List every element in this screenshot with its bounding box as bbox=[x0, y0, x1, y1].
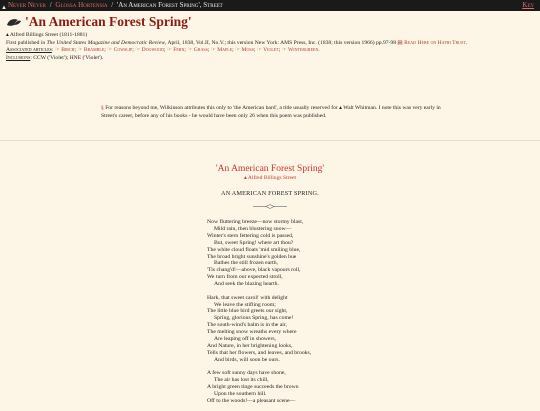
article-link-moss[interactable]: ☞ Moss bbox=[235, 47, 254, 54]
poem-line: The melting snow wreaths every where bbox=[207, 329, 297, 336]
poem-line: A bright green tinge succeeds the brown bbox=[207, 384, 299, 391]
poem-line: And birds, will soon be ours. bbox=[214, 356, 280, 363]
associated-articles: Associated articles: ☞ Birch; ☞ Bramble; ☞ Cowslip; ☞ Dogwood; ☞ Fern; ☞ Grass; ☞ Maple; ☞ Moss; ☞ Violet; ☞ Wintergreen. bbox=[6, 47, 320, 54]
breadcrumb-never-never[interactable]: Never Never bbox=[8, 1, 46, 9]
poem-line: Tells that her flowers, and leaves, and brooks, bbox=[207, 349, 312, 356]
poem-line: Now fluttering breeze—now stormy blast, bbox=[207, 219, 304, 225]
article-link-bramble[interactable]: ☞ Bramble bbox=[77, 47, 105, 54]
breadcrumb-current: 'An American Forest Spring', Street bbox=[117, 1, 223, 9]
poem-author-link[interactable]: ▴ Alfred Billings Street bbox=[243, 175, 297, 181]
poem-line: Hark, that sweet carol! with delight bbox=[207, 294, 288, 301]
poem-body bbox=[207, 219, 311, 411]
poem-line: Bathes the still frozen earth, bbox=[214, 260, 278, 267]
poem-line: We turn from our expected stroll, bbox=[207, 274, 283, 281]
poem-line: We leave the stifling room; bbox=[214, 301, 276, 308]
breadcrumb-glossa-hortensia[interactable]: Glossa Hortensia bbox=[55, 1, 108, 9]
poem-title: 'An American Forest Spring' bbox=[215, 164, 325, 174]
article-link-wintergreen[interactable]: ☞ Wintergreen bbox=[281, 47, 319, 54]
associated-articles-label: Associated articles bbox=[6, 47, 52, 54]
poem-line: Are leaping off in showers, bbox=[214, 336, 276, 343]
metadata-block bbox=[6, 32, 526, 62]
breadcrumb-separator: / bbox=[111, 1, 114, 9]
article-link-maple[interactable]: ☞ Maple bbox=[210, 47, 233, 54]
inclusions bbox=[6, 55, 526, 63]
article-link-cowslip[interactable]: ☞ Cowslip bbox=[107, 47, 133, 54]
poem-line: The south-wind's balm is in the air, bbox=[207, 322, 287, 329]
page-header bbox=[6, 14, 526, 62]
poem-line: The little blue bird greets our sight, bbox=[207, 308, 288, 315]
poem-line: Off to the woods!—a pleasant scene— bbox=[207, 397, 296, 404]
poem-line: Upon the southern hill. bbox=[214, 391, 267, 398]
inclusions-text: : CCW ('Violet'); HNE ('Violet'). bbox=[30, 54, 104, 61]
poem-line: Mild rain, then blustering snow— bbox=[214, 225, 292, 232]
hathi-trust-link[interactable]: ▤ Read Here on Hathi Trust bbox=[397, 39, 466, 46]
poem-line: The air has lost its chill, bbox=[214, 377, 269, 384]
article-link-dogwood[interactable]: ☞ Dogwood bbox=[135, 47, 164, 54]
poem-line: A few soft sunny days have shone, bbox=[207, 370, 286, 377]
poem-line: And seek the blazing hearth. bbox=[214, 281, 279, 288]
page-title: 'An American Forest Spring' bbox=[25, 14, 192, 29]
section-divider bbox=[0, 140, 540, 141]
article-link-violet[interactable]: ☞ Violet bbox=[256, 47, 279, 54]
article-link-fern[interactable]: ☞ Fern bbox=[166, 47, 185, 54]
poem-line: Winter's stern fettering cold is passed, bbox=[207, 232, 294, 239]
leaf-emblem-icon bbox=[6, 17, 22, 27]
poem-line: And Nature, in her brightening looks, bbox=[207, 343, 293, 349]
editor-note: § For reasons beyond me, Wilkinson attributes this only to 'the American bard', a title usually reserved for ▴ Walt Whitman. I note this was very early in Street's career, before any of his books - he would have been only 26 when this poem was published. bbox=[101, 105, 441, 119]
top-nav-bar bbox=[0, 0, 540, 11]
key-link[interactable]: Key bbox=[522, 1, 534, 9]
publication-info: First published in The United States Magazine and Democratic Review, April, 1838, Vol.II, No.V.; this version New York: AMS Press, Inc. (1838; this version 1966) pp.97-98 ▤ Read Here on Hathi Trust. bbox=[6, 39, 468, 46]
breadcrumb-separator: / bbox=[49, 1, 52, 9]
inclusions-label: Inclusions bbox=[6, 54, 31, 61]
poem-header bbox=[0, 164, 540, 209]
article-link-grass[interactable]: ☞ Grass bbox=[187, 47, 208, 54]
article-link-birch[interactable]: ☞ Birch bbox=[54, 47, 75, 54]
ornament-divider-icon bbox=[253, 204, 287, 209]
poem-line: 'Tis chang'd!—above, black vapours roll, bbox=[207, 267, 301, 274]
author-link[interactable]: ▴ Alfred Billings Street (1811-1881) bbox=[6, 32, 88, 38]
poem-line: But, sweet Spring! where art thou? bbox=[214, 239, 294, 246]
poem-stanza bbox=[207, 370, 311, 405]
section-mark: § bbox=[101, 105, 104, 111]
poem-line: The white cloud floats 'mid smiling blue, bbox=[207, 246, 301, 253]
poem-heading: AN AMERICAN FOREST SPRING. bbox=[221, 190, 319, 197]
poem-stanza bbox=[207, 219, 311, 288]
poem-line: Spring, glorious Spring, has come! bbox=[214, 315, 294, 322]
walt-whitman-link[interactable]: ▴ Walt Whitman bbox=[339, 105, 376, 111]
breadcrumb bbox=[8, 0, 223, 11]
poem-stanza bbox=[207, 295, 311, 364]
poem-line: The broad bright sunshine's golden hue bbox=[207, 253, 297, 260]
home-icon[interactable]: ▲ bbox=[1, 5, 7, 11]
